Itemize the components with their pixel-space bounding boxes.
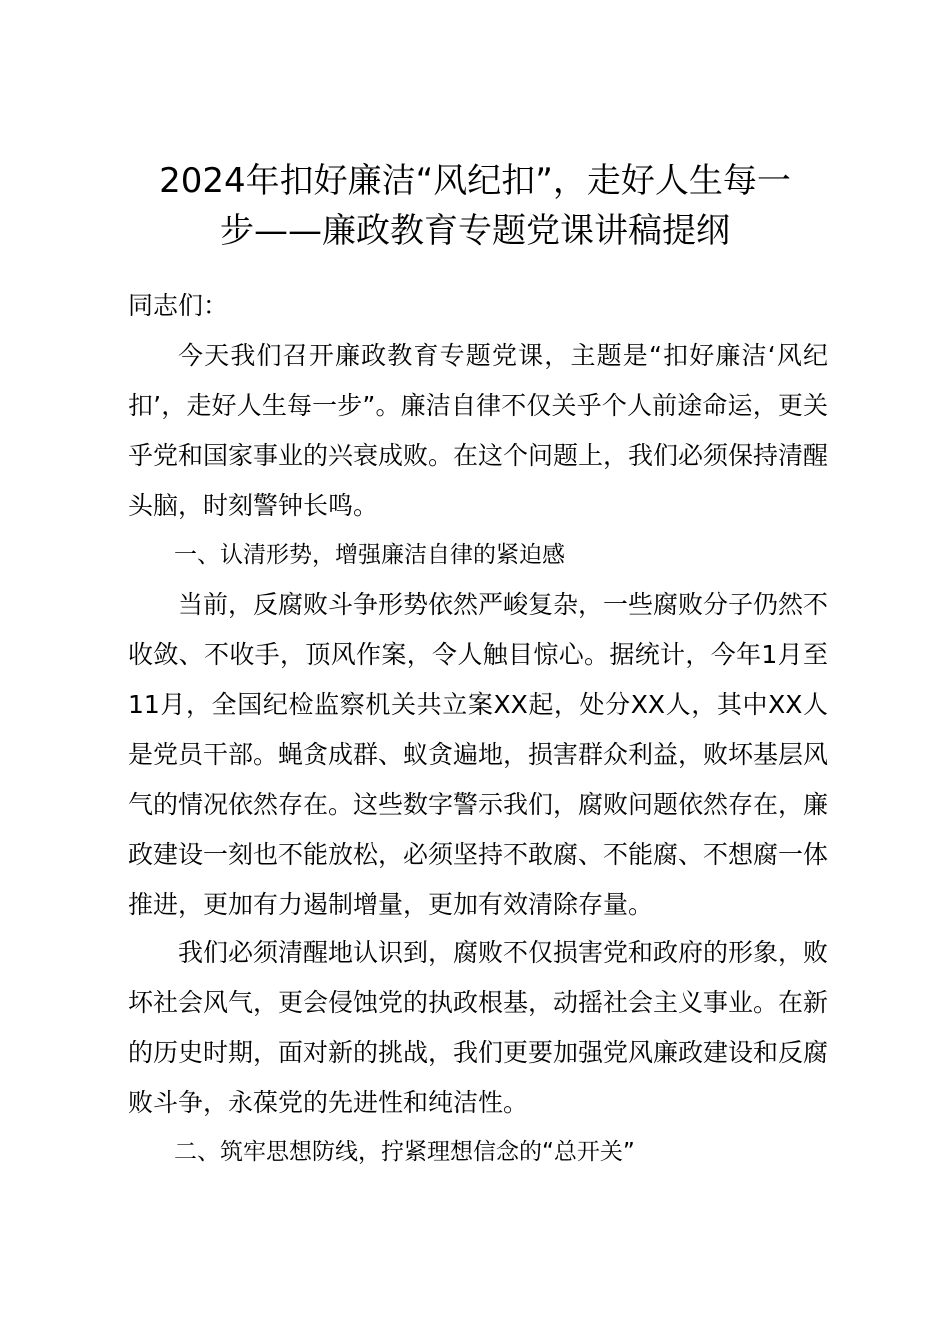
section-heading-1: 一、认清形势，增强廉洁自律的紧迫感 [174,542,565,568]
document-title-line-2: 步——廉政教育专题党课讲稿提纲 [220,211,730,251]
salutation: 同志们： [128,291,229,320]
section-heading-2: 二、筑牢思想防线，拧紧理想信念的“总开关” [174,1139,635,1165]
paragraph-awareness: 我们必须清醒地认识到，腐败不仅损害党和政府的形象，败坏社会风气，更会侵蚀党的执政根基，动摇社会主义事业。在新的历史时期，面对新的挑战，我们更要加强党风廉政建设和反腐败斗争，永葆党的先进性和纯洁性。 [128,938,829,1117]
document-title-line-1: 2024年扣好廉洁“风纪扣”，走好人生每一 [159,161,791,201]
paragraph-situation: 当前，反腐败斗争形势依然严峻复杂，一些腐败分子仍然不收敛、不收手，顶风作案，令人触目惊心。据统计，今年1月至11月，全国纪检监察机关共立案XX起，处分XX人，其中XX人是党员干部。蝇贪成群、蚁贪遍地，损害群众利益，败坏基层风气的情况依然存在。这些数字警示我们，腐败问题依然存在，廉政建设一刻也不能放松，必须坚持不敢腐、不能腐、不想腐一体推进，更加有力遏制增量，更加有效清除存量。 [128,590,829,919]
paragraph-intro: 今天我们召开廉政教育专题党课，主题是“扣好廉洁‘风纪扣’，走好人生每一步”。廉洁自律不仅关乎个人前途命运，更关乎党和国家事业的兴衰成败。在这个问题上，我们必须保持清醒头脑，时刻警钟长鸣。 [128,341,829,520]
